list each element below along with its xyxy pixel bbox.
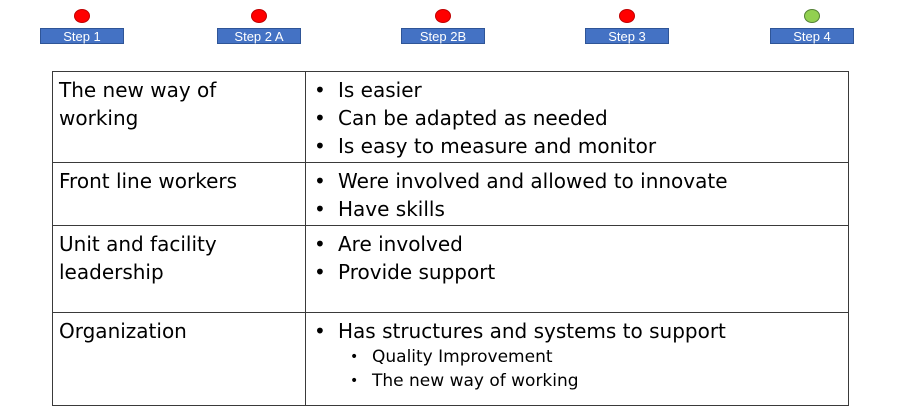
bullet-icon: •: [350, 349, 359, 365]
list-item-text: Has structures and systems to support: [338, 319, 726, 343]
list-item: [314, 317, 842, 345]
step-4: [770, 8, 856, 48]
row-points: [306, 163, 849, 226]
step-3: [585, 8, 671, 48]
list-item-text: Have skills: [338, 197, 445, 221]
list-item-text: Are involved: [338, 232, 463, 256]
row-category: Organization: [53, 313, 306, 406]
list-item-text: Can be adapted as needed: [338, 106, 608, 130]
row-category: Unit and facility leadership: [53, 226, 306, 313]
table-row: [53, 163, 849, 226]
sub-list-item: [314, 345, 842, 369]
table-row: [53, 72, 849, 163]
summary-table: [52, 71, 849, 406]
step-label: Step 2 A: [217, 28, 301, 44]
bullet-icon: •: [314, 106, 326, 130]
bullet-icon: •: [314, 197, 326, 221]
list-item: [314, 258, 842, 286]
row-category: Front line workers: [53, 163, 306, 226]
step-progress-bar: [0, 0, 900, 50]
table-row: [53, 226, 849, 313]
bullet-icon: •: [350, 373, 359, 389]
status-dot-icon: [251, 9, 267, 23]
step-label: Step 3: [585, 28, 669, 44]
bullet-list: [314, 317, 842, 345]
step-label: Step 2B: [401, 28, 485, 44]
bullet-icon: •: [314, 260, 326, 284]
list-item-text: Is easier: [338, 78, 422, 102]
list-item: [314, 195, 842, 223]
bullet-list: [314, 230, 842, 286]
sub-list-item-text: The new way of working: [372, 371, 579, 391]
bullet-list: [314, 76, 842, 160]
sub-bullet-list: [314, 345, 842, 393]
row-points: [306, 226, 849, 313]
row-points: [306, 313, 849, 406]
row-category: The new way of working: [53, 72, 306, 163]
bullet-icon: •: [314, 169, 326, 193]
list-item: [314, 132, 842, 160]
bullet-icon: •: [314, 134, 326, 158]
status-dot-icon: [619, 9, 635, 23]
step-2b: [401, 8, 487, 48]
bullet-icon: •: [314, 232, 326, 256]
sub-list-item-text: Quality Improvement: [372, 347, 553, 367]
step-label: Step 1: [40, 28, 124, 44]
list-item: [314, 230, 842, 258]
list-item: [314, 104, 842, 132]
bullet-icon: •: [314, 78, 326, 102]
step-2a: [217, 8, 303, 48]
step-label: Step 4: [770, 28, 854, 44]
list-item-text: Is easy to measure and monitor: [338, 134, 657, 158]
list-item: [314, 167, 842, 195]
list-item-text: Provide support: [338, 260, 496, 284]
step-1: [40, 8, 126, 48]
table-row: [53, 313, 849, 406]
list-item-text: Were involved and allowed to innovate: [338, 169, 728, 193]
sub-list-item: [314, 369, 842, 393]
bullet-icon: •: [314, 319, 326, 343]
status-dot-icon: [804, 9, 820, 23]
list-item: [314, 76, 842, 104]
bullet-list: [314, 167, 842, 223]
status-dot-icon: [74, 9, 90, 23]
row-points: [306, 72, 849, 163]
status-dot-icon: [435, 9, 451, 23]
